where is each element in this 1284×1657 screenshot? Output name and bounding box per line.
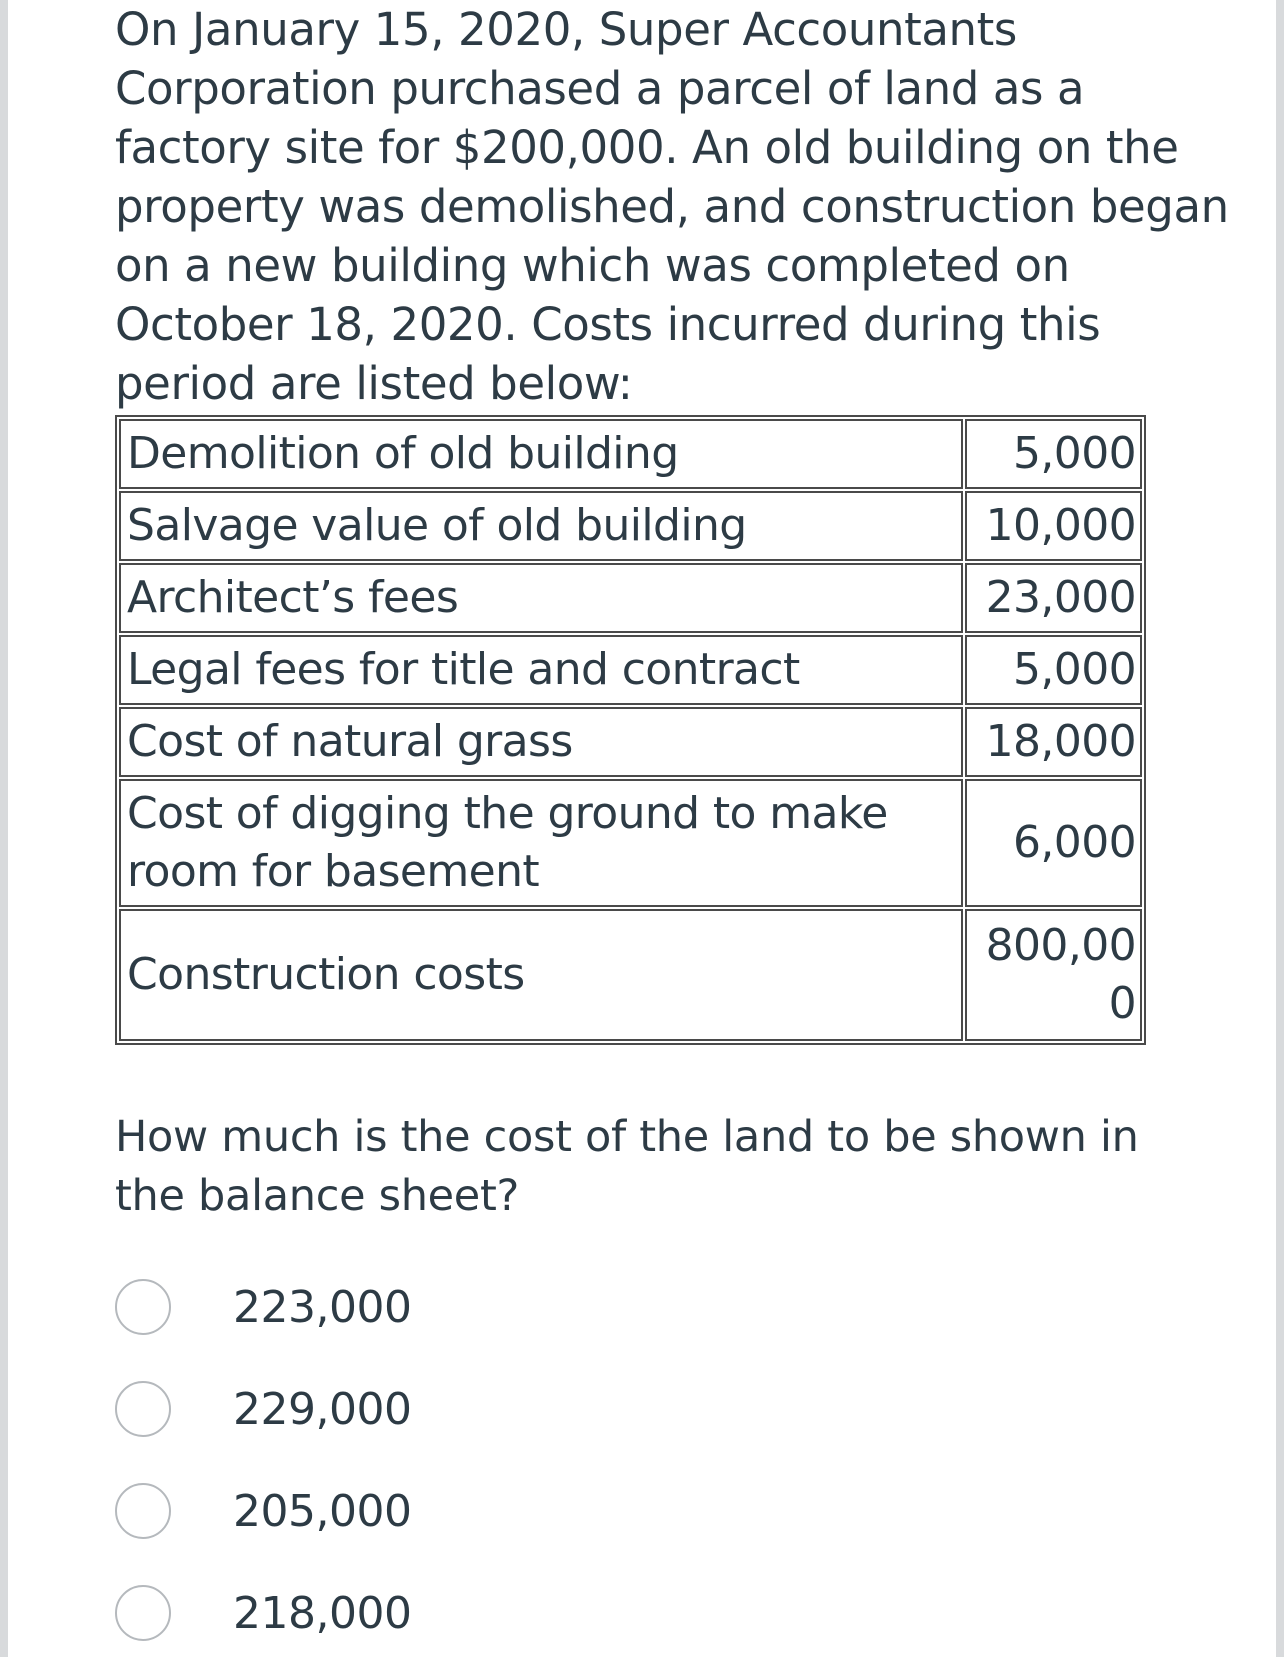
costs-table bbox=[115, 415, 1146, 1045]
table-row bbox=[119, 779, 1142, 907]
cost-amount-value: 18,000 bbox=[985, 716, 1136, 767]
answer-option[interactable] bbox=[115, 1460, 815, 1562]
cost-amount bbox=[965, 909, 1142, 1041]
cost-label: Salvage value of old building bbox=[119, 491, 963, 561]
answer-option-label[interactable]: 218,000 bbox=[233, 1587, 412, 1639]
cost-amount-value: 5,000 bbox=[1013, 644, 1136, 695]
cost-amount bbox=[965, 635, 1142, 705]
table-row bbox=[119, 491, 1142, 561]
table-row bbox=[119, 909, 1142, 1041]
answer-option[interactable] bbox=[115, 1562, 815, 1657]
right-edge-bar bbox=[1276, 0, 1284, 1657]
radio-button[interactable] bbox=[115, 1381, 171, 1437]
cost-label: Construction costs bbox=[119, 909, 963, 1041]
cost-label: Cost of natural grass bbox=[119, 707, 963, 777]
radio-button[interactable] bbox=[115, 1483, 171, 1539]
table-row bbox=[119, 707, 1142, 777]
answer-option-label[interactable]: 223,000 bbox=[233, 1281, 412, 1333]
table-row bbox=[119, 563, 1142, 633]
radio-button[interactable] bbox=[115, 1279, 171, 1335]
cost-amount bbox=[965, 563, 1142, 633]
cost-amount-value: 23,000 bbox=[985, 572, 1136, 623]
cost-amount-value: 6,000 bbox=[1013, 817, 1136, 868]
question-content bbox=[115, 0, 1240, 1639]
table-row bbox=[119, 635, 1142, 705]
question-intro-text: On January 15, 2020, Super Accountants Corporation purchased a parcel of land as a factory site for $200,000. An old building on the property was demolished, and construction began on a new building which was completed on October 18, 2020. Costs incurred during this period are listed below: bbox=[115, 3, 1229, 410]
cost-amount bbox=[965, 491, 1142, 561]
cost-label: Legal fees for title and contract bbox=[119, 635, 963, 705]
answer-option[interactable] bbox=[115, 1256, 815, 1358]
cost-label: Cost of digging the ground to make room for basement bbox=[119, 779, 963, 907]
cost-label: Architect’s fees bbox=[119, 563, 963, 633]
answer-options bbox=[115, 1256, 815, 1657]
cost-amount-value: 5,000 bbox=[1013, 428, 1136, 479]
cost-amount-value: 10,000 bbox=[985, 500, 1136, 551]
answer-option-label[interactable]: 205,000 bbox=[233, 1485, 412, 1537]
table-row bbox=[119, 419, 1142, 489]
cost-amount bbox=[965, 779, 1142, 907]
answer-option[interactable] bbox=[115, 1358, 815, 1460]
cost-amount-value: 800,000 bbox=[985, 920, 1136, 1029]
left-edge-bar bbox=[0, 0, 8, 1657]
cost-amount bbox=[965, 419, 1142, 489]
answer-option-label[interactable]: 229,000 bbox=[233, 1383, 412, 1435]
question-prompt: How much is the cost of the land to be shown in the balance sheet? bbox=[115, 1112, 1139, 1221]
radio-button[interactable] bbox=[115, 1585, 171, 1641]
cost-label: Demolition of old building bbox=[119, 419, 963, 489]
cost-amount bbox=[965, 707, 1142, 777]
